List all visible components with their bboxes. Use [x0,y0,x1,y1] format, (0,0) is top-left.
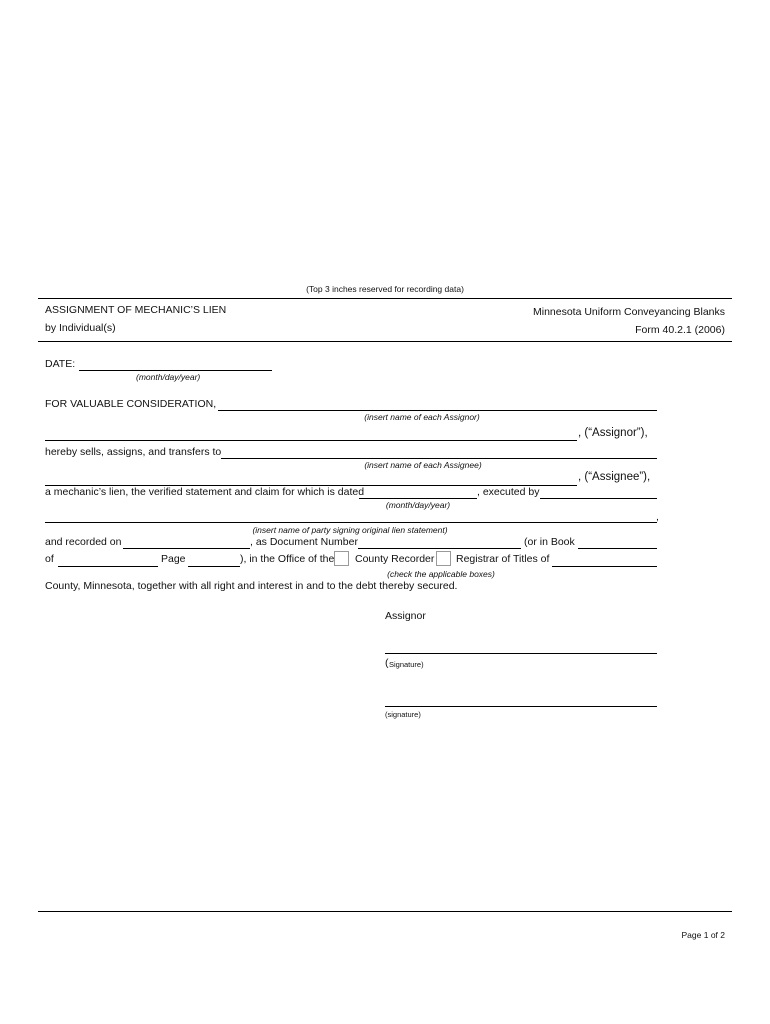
party-comma: , [656,511,659,523]
closing-text: County, Minnesota, together with all right and interest in and to the debt thereby secured. [45,580,458,592]
date-label: DATE: [45,358,76,370]
assignee-hint: (insert name of each Assignee) [364,460,482,470]
lien-text: a mechanic’s lien, the verified statement and claim for which is dated [45,486,365,498]
assignor-role-label: Assignor [385,610,426,622]
form-title: ASSIGNMENT OF MECHANIC’S LIEN [45,304,227,316]
consideration-label: FOR VALUABLE CONSIDERATION, [45,398,217,410]
assignor-suffix: , (“Assignor”), [578,427,648,439]
document-number-field[interactable] [358,548,521,549]
executed-by-label: , executed by [477,486,540,498]
footer-rule [38,911,732,912]
party-hint: (insert name of party signing original lien statement) [252,525,448,535]
executed-by-field[interactable] [540,498,657,499]
header-top-rule [38,298,732,299]
signature-1-paren: ( [385,657,389,669]
signature-2-label: (signature) [385,710,421,719]
assignor-hint: (insert name of each Assignor) [364,412,480,422]
recorded-on-field[interactable] [123,548,250,549]
recording-note: (Top 3 inches reserved for recording data) [306,284,464,294]
party-name-field[interactable] [45,522,657,523]
registrar-checkbox[interactable] [436,551,451,566]
lien-date-field[interactable] [359,498,477,499]
form-subtitle: by Individual(s) [45,322,116,334]
signature-1-label: Signature) [389,660,424,669]
of-field[interactable] [58,566,158,567]
signature-line-1[interactable] [385,653,657,654]
form-number: Form 40.2.1 (2006) [635,324,725,336]
assignor-name-field-2[interactable] [45,440,577,441]
book-field[interactable] [578,548,657,549]
page-field[interactable] [188,566,240,567]
assignor-name-field[interactable] [218,410,657,411]
transfer-label: hereby sells, assigns, and transfers to [45,446,222,458]
book-label: (or in Book [524,536,575,548]
page-number: Page 1 of 2 [681,930,725,940]
document-number-label: , as Document Number [250,536,358,548]
recorded-on-label: and recorded on [45,536,122,548]
assignee-name-field[interactable] [221,458,657,459]
county-recorder-checkbox[interactable] [334,551,349,566]
lien-date-hint: (month/day/year) [385,500,451,510]
office-label: ), in the Office of the [240,553,335,565]
county-recorder-label: County Recorder [355,553,435,565]
header-bottom-rule [38,341,732,342]
form-series: Minnesota Uniform Conveyancing Blanks [532,306,725,318]
date-field[interactable] [79,370,272,371]
of-label: of [45,553,54,565]
registrar-label: Registrar of Titles of [456,553,550,565]
registrar-county-field[interactable] [552,566,657,567]
date-hint: (month/day/year) [136,372,201,382]
page-label: Page [161,553,186,565]
signature-line-2[interactable] [385,706,657,707]
boxes-hint: (check the applicable boxes) [387,569,495,579]
assignee-suffix: , (“Assignee”), [578,471,651,483]
